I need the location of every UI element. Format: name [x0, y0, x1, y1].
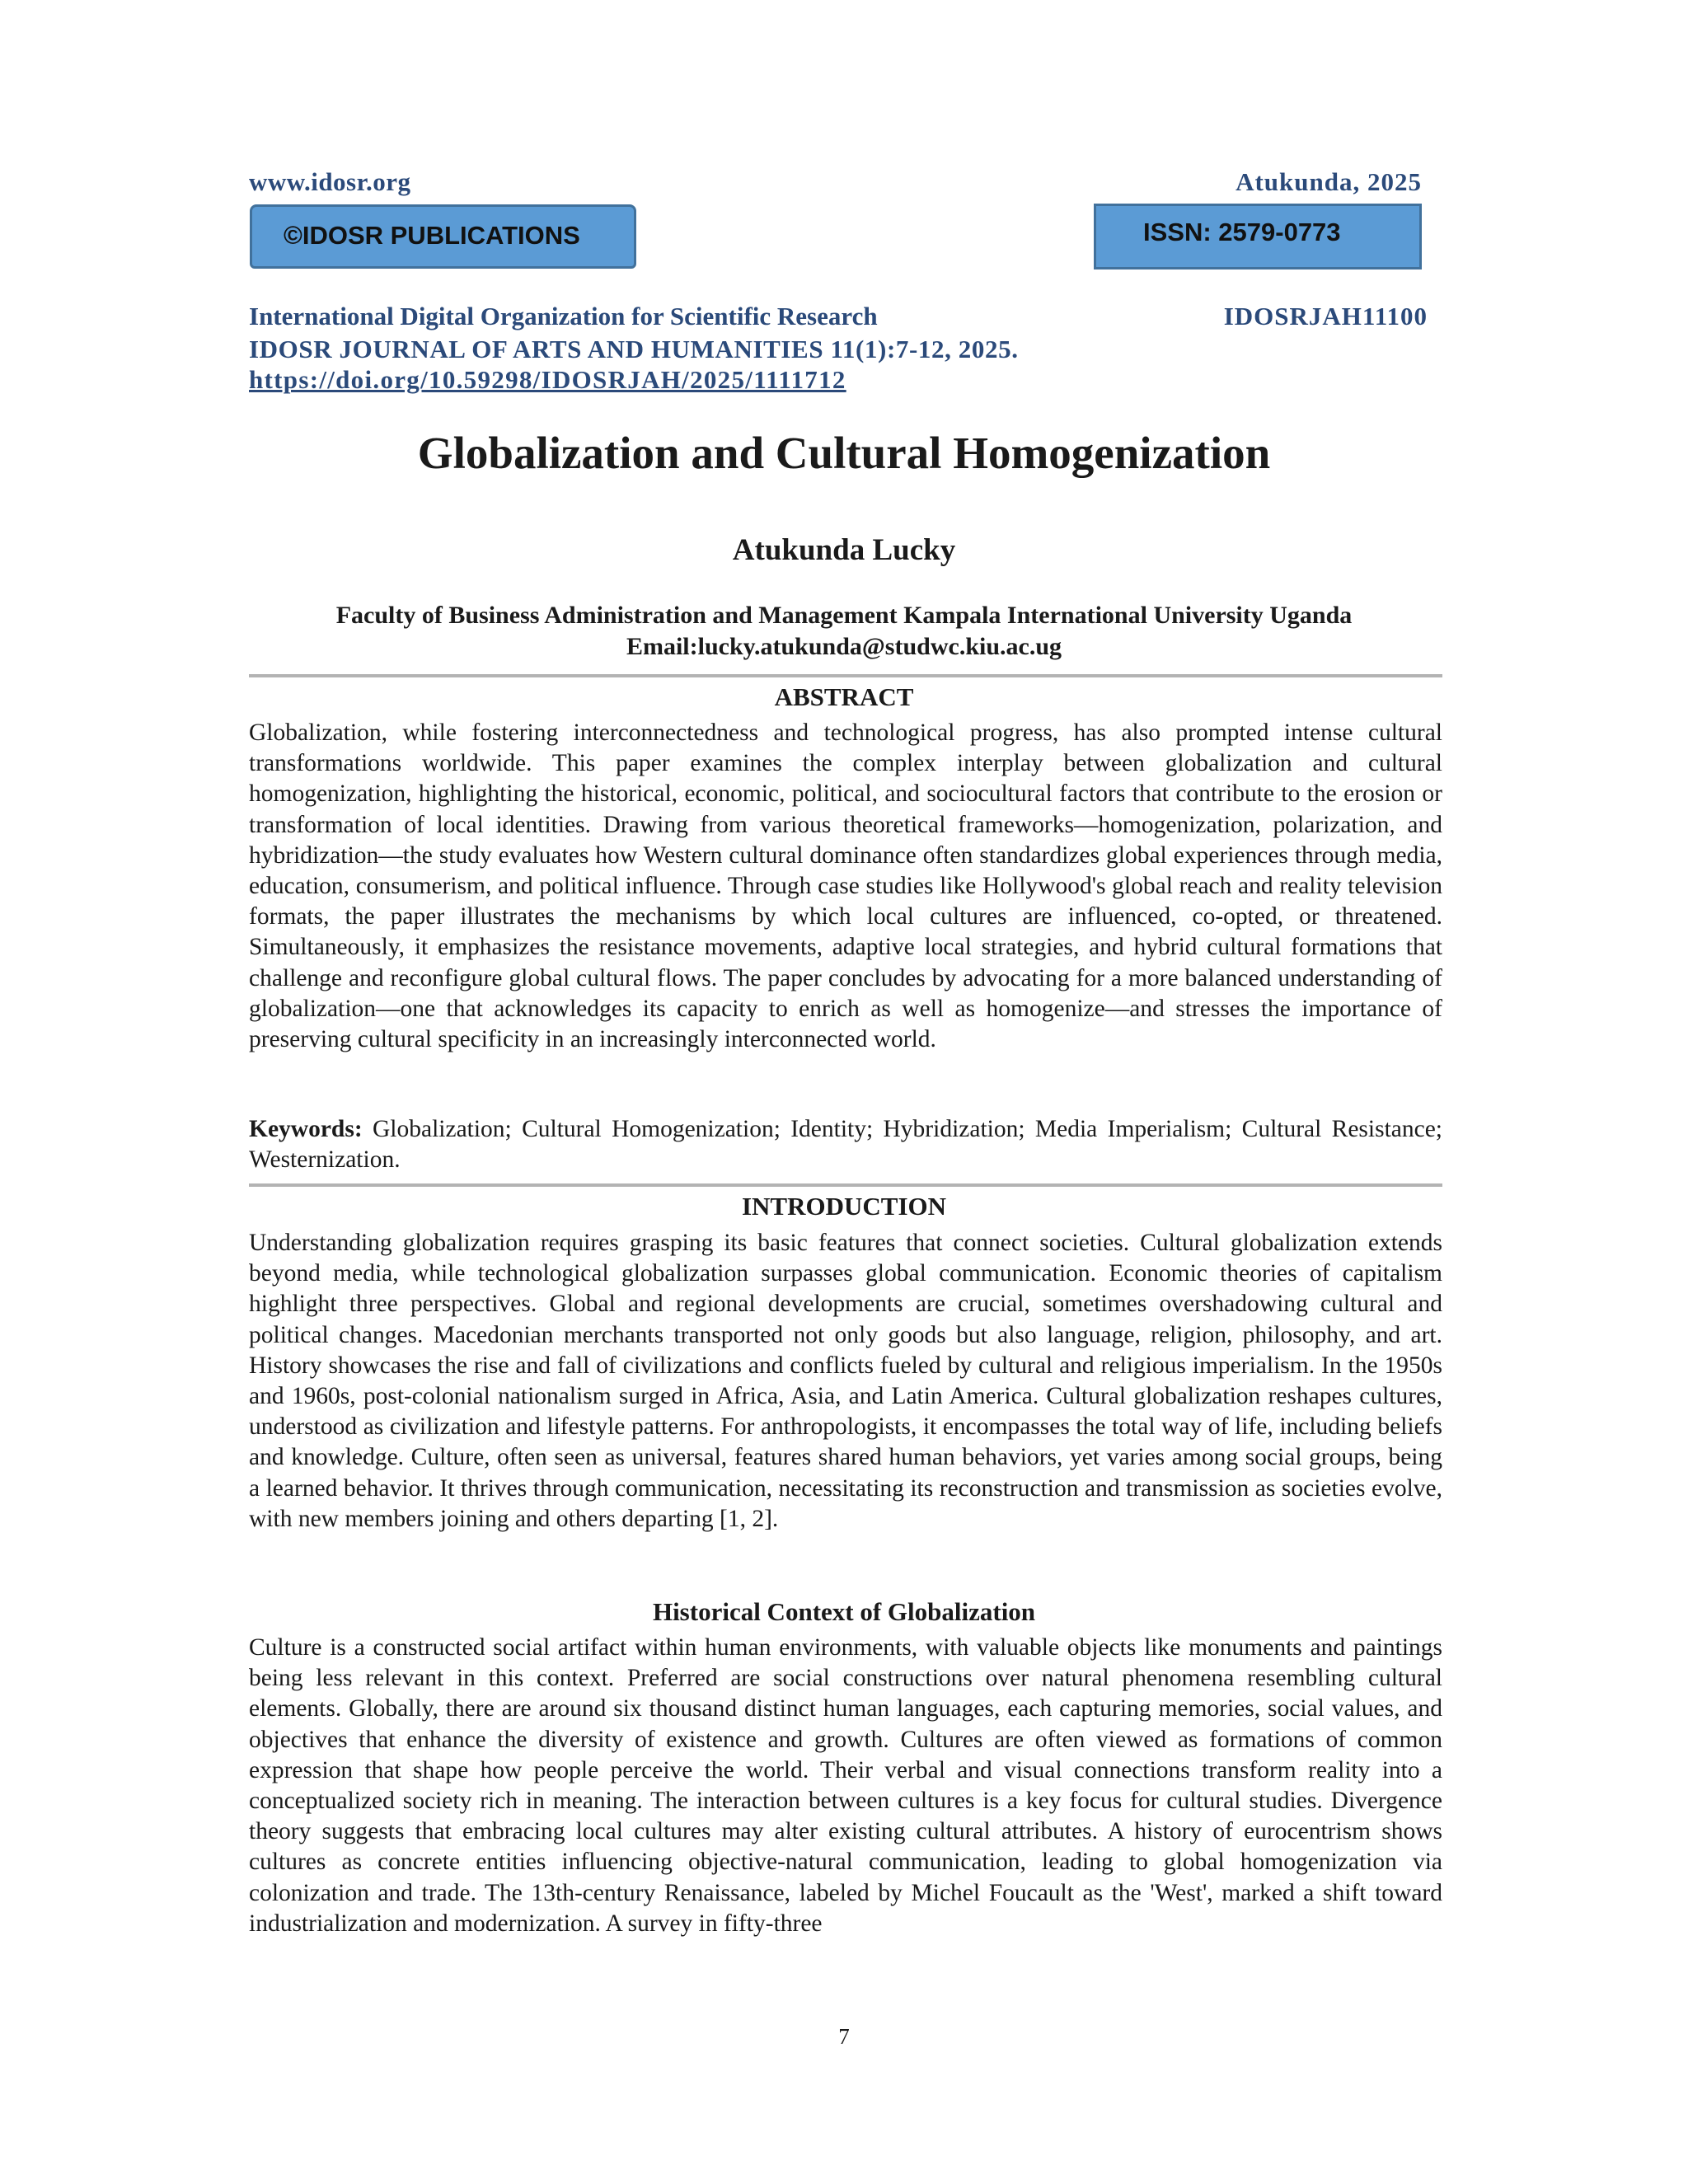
introduction-text: Understanding globalization requires grasping its basic features that connect societies. Cultural globalization extends beyond media, while technological globalization surpasses global communication. Economic theories of capitalism highlight three perspectives. Global and regional developments are crucial, sometimes overshadowing cultural and political changes. Macedonian merchants transported not only goods but also language, religion, philosophy, and art. History showcases the rise and fall of civilizations and conflicts fueled by cultural and religious imperialism. In the 1950s and 1960s, post-colonial nationalism surged in Africa, Asia, and Latin America. Cultural globalization reshapes cultures, understood as civilization and lifestyle patterns. For anthropologists, it encompasses the total way of life, including beliefs and knowledge. Culture, often seen as universal, features shared human behaviors, yet varies among social groups, being a learned behavior. It thrives through communication, necessitating its reconstruction and transmission as societies evolve, with new members joining and others departing [1, 2].	[249, 1230, 1442, 1532]
keywords-list: Globalization; Cultural Homogenization; Identity; Hybridization; Media Imperialism; Cultural Resistance; Westernization.	[249, 1116, 1442, 1174]
divider	[249, 674, 1442, 677]
historical-context-text: Culture is a constructed social artifact within human environments, with valuable objects like monuments and paintings being less relevant in this context. Preferred are social constructions over natural phenomena resembling cultural elements. Globally, there are around six thousand distinct human languages, each capturing memories, social values, and objectives that enhance the diversity of existence and growth. Cultures are often viewed as formations of common expression that shape how people perceive the world. Their verbal and visual connections transform reality into a conceptualized society rich in meaning. The interaction between cultures is a key focus for cultural studies. Divergence theory suggests that embracing local cultures may alter existing cultural attributes. A history of eurocentrism shows cultures as concrete entities influencing objective-natural communication, leading to global homogenization via colonization and trade. The 13th-century Renaissance, labeled by Michel Foucault as the 'West', marked a shift toward industrialization and modernization. A survey in fifty-three	[249, 1634, 1442, 1937]
article-code: IDOSRJAH11100	[1223, 302, 1428, 330]
header-author-year: Atukunda, 2025	[1236, 167, 1422, 196]
issn-badge: ISSN: 2579-0773	[1094, 204, 1422, 269]
journal-citation: IDOSR JOURNAL OF ARTS AND HUMANITIES 11(1):7-12, 2025.	[249, 335, 1019, 363]
doi-link[interactable]: https://doi.org/10.59298/IDOSRJAH/2025/1111712	[249, 365, 846, 394]
site-url[interactable]: www.idosr.org	[249, 167, 411, 196]
keywords-label: Keywords:	[249, 1116, 363, 1142]
publisher-badge: ©IDOSR PUBLICATIONS	[250, 204, 636, 269]
author-affiliation: Faculty of Business Administration and Management Kampala International University Uganda	[335, 602, 1353, 629]
paper-title: Globalization and Cultural Homogenization	[417, 428, 1271, 478]
page-number: 7	[838, 2024, 850, 2049]
keywords-paragraph	[249, 1114, 1442, 1175]
introduction-heading: INTRODUCTION	[741, 1192, 947, 1221]
abstract-heading: ABSTRACT	[774, 682, 914, 711]
organization-name: International Digital Organization for Scientific Research	[249, 302, 878, 330]
divider	[249, 1183, 1442, 1187]
historical-context-heading: Historical Context of Globalization	[652, 1597, 1036, 1626]
abstract-text: Globalization, while fostering interconnectedness and technological progress, has also prompted intense cultural transformations worldwide. This paper examines the complex interplay between globalization and cultural homogenization, highlighting the historical, economic, political, and sociocultural factors that contribute to the erosion or transformation of local identities. Drawing from various theoretical frameworks—homogenization, polarization, and hybridization—the study evaluates how Western cultural dominance often standardizes global experiences through media, education, consumerism, and political influence. Through case studies like Hollywood's global reach and reality television formats, the paper illustrates the mechanisms by which local cultures are influenced, co-opted, or threatened. Simultaneously, it emphasizes the resistance movements, adaptive local strategies, and hybrid cultural formations that challenge and reconfigure global cultural flows. The paper concludes by advocating for a more balanced understanding of globalization—one that acknowledges its capacity to enrich as well as homogenize—and stresses the importance of preserving cultural specificity in an increasingly interconnected world.	[249, 719, 1442, 1053]
author-email: Email:lucky.atukunda@studwc.kiu.ac.ug	[626, 633, 1062, 660]
author-name: Atukunda Lucky	[732, 533, 956, 567]
